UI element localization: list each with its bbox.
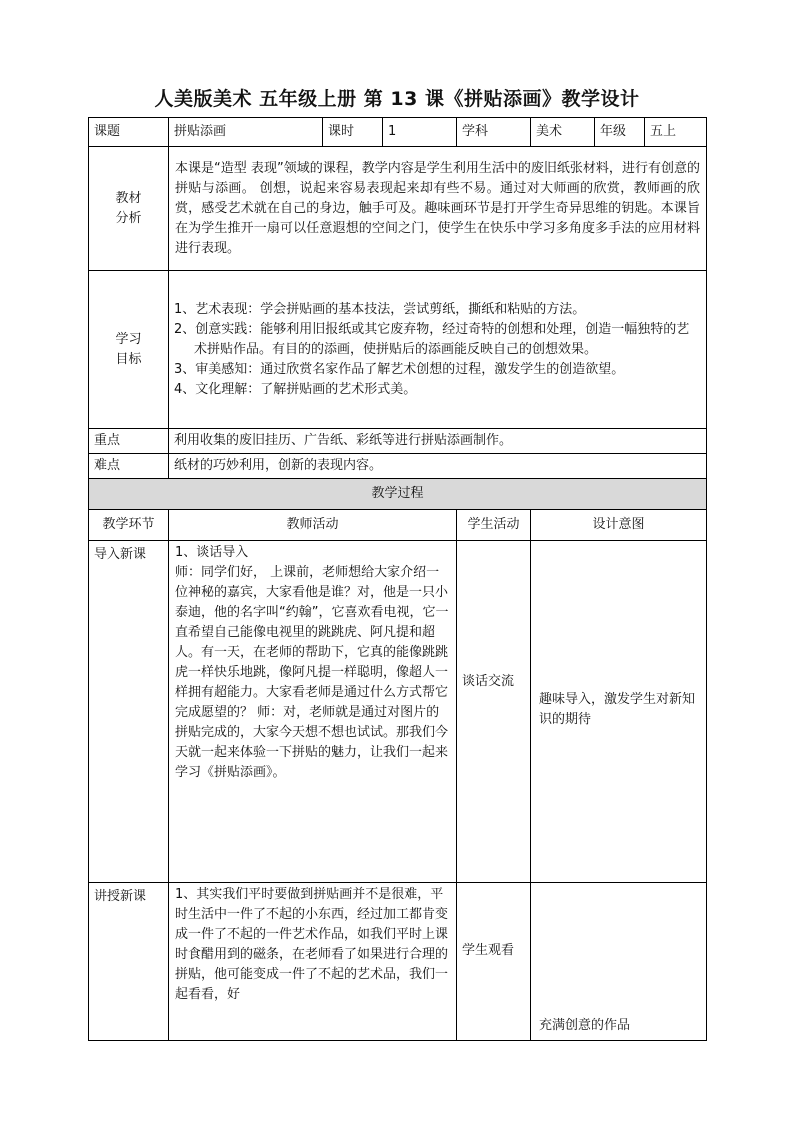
key-row [89,429,707,454]
subject-label: 学科 [457,118,531,147]
goal-1: 1、艺术表现：学会拼贴画的基本技法，尝试剪纸，撕纸和粘贴的方法。 [174,301,586,317]
page-title: 人美版美术 五年级上册 第 13 课《拼贴添画》教学设计 [154,88,640,110]
process-row-teaching [89,883,707,1041]
goals-row [89,271,707,429]
goal-2: 2、创意实践：能够利用旧报纸或其它废弃物，经过奇特的创想和处理，创造一幅独特的艺 [174,321,690,337]
student-activity-teaching: 学生观看 [457,883,531,1041]
col-stage: 教学环节 [89,510,169,541]
goal-4: 4、文化理解：了解拼贴画的艺术形式美。 [174,381,417,397]
student-activity-intro: 谈话交流 [457,541,531,883]
goal-2-cont: 术拼贴作品。有目的的添画，使拼贴后的添画能反映自己的创想效果。 [194,341,598,357]
process-row-intro [89,541,707,883]
difficulty-label: 难点 [89,454,169,479]
goal-3: 3、审美感知：通过欣赏名家作品了解艺术创想的过程，激发学生的创造欲望。 [174,361,625,377]
analysis-row [89,147,707,271]
teacher-activity-intro: 1、谈话导入 师：同学们好， 上课前，老师想给大家介绍一位神秘的嘉宾，大家看他是谁？对，他是一只小泰迪，他的名字叫“约翰”，它喜欢看电视，它一直希望自己能像电视里的跳跳虎、阿凡提和超人。有一天，在老师的帮助下，它真的能像跳跳虎一样快乐地跳，像阿凡提一样聪明，像超人一样拥有超能力。大家看老师是通过什么方式帮它完成愿望的？ 师：对，老师就是通过对图片的拼贴完成的，大家今天想不想也试试。那我们今天就一起来体验一下拼贴的魅力，让我们一起来学习《拼贴添画》。 [169,541,457,883]
key-label: 重点 [89,429,169,454]
grade-label: 年级 [595,118,645,147]
difficulty-row [89,454,707,479]
col-teacher: 教师活动 [169,510,457,541]
stage-intro: 导入新课 [89,541,169,883]
analysis-text: 本课是“造型 表现”领域的课程，教学内容是学生利用生活中的废旧纸张材料，进行有创意的拼贴与添画。 创想，说起来容易表现起来却有些不易。通过对大师画的欣赏，教师画的欣赏，感受艺术就在自己的身边，触手可及。趣味画环节是打开学生奇异思维的钥匙。本课旨在为学生推开一扇可以任意遐想的空间之门，使学生在快乐中学习多角度多手法的应用材料进行表现。 [169,147,707,271]
difficulty-text: 纸材的巧妙利用，创新的表现内容。 [169,454,707,479]
process-section-title: 教学过程 [89,479,707,510]
stage-teaching: 讲授新课 [89,883,169,1041]
col-student: 学生活动 [457,510,531,541]
key-text: 利用收集的废旧挂历、广告纸、彩纸等进行拼贴添画制作。 [169,429,707,454]
period-value: 1 [383,118,457,147]
col-intent: 设计意图 [531,510,707,541]
lesson-plan-table [88,117,707,1041]
topic-value: 拼贴添画 [169,118,323,147]
process-section-row [89,479,707,510]
grade-value: 五上 [645,118,707,147]
period-label: 课时 [323,118,383,147]
teacher-activity-teaching: 1、其实我们平时要做到拼贴画并不是很难，平时生活中一件了不起的小东西，经过加工都肯变成一件了不起的一件艺术作品，如我们平时上课时食醋用到的磁条，在老师看了如果进行合理的拼贴，他可能变成一件了不起的艺术品，我们一起看看，好 [169,883,457,1041]
analysis-label: 教材 分析 [89,147,169,271]
topic-label: 课题 [89,118,169,147]
goals-label: 学习 目标 [89,271,169,429]
intent-teaching: 充满创意的作品 [531,883,707,1041]
process-column-headers [89,510,707,541]
header-row [89,118,707,147]
subject-value: 美术 [531,118,595,147]
intent-intro: 趣味导入，激发学生对新知识的期待 [531,541,707,883]
goals-text [169,271,707,429]
